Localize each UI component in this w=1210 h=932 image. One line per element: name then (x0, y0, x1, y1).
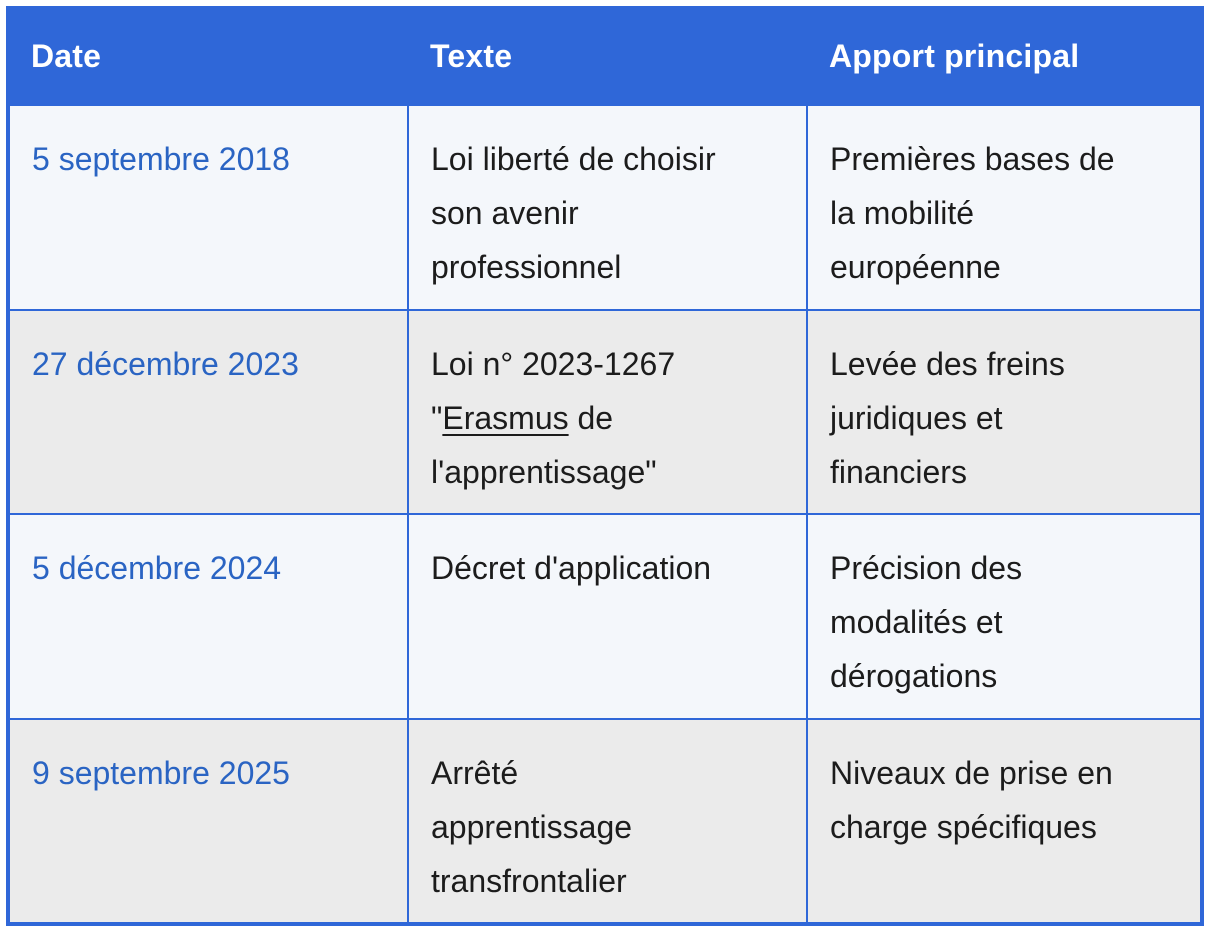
cell-text-line: apprentissage (431, 808, 633, 845)
cell-date: 5 septembre 2018 (9, 105, 408, 310)
cell-text-line: modalités et (830, 604, 1003, 640)
table-row (9, 310, 1201, 515)
cell-text-line: Précision des (830, 550, 1023, 586)
legislation-table (6, 6, 1204, 926)
cell-texte (408, 719, 807, 924)
cell-text-line: européenne (830, 249, 1001, 285)
table-row (9, 105, 1201, 310)
cell-text-line: dérogations (830, 658, 998, 694)
cell-text-line: charge spécifiques (830, 808, 1097, 845)
header-apport-principal: Apport principal (807, 8, 1201, 105)
table-row (9, 514, 1201, 719)
header-date: Date (9, 8, 408, 105)
cell-texte (408, 105, 807, 310)
legislation-table-grid (8, 8, 1202, 924)
cell-text-line: juridiques et (830, 399, 1003, 436)
cell-texte (408, 310, 807, 515)
cell-date: 9 septembre 2025 (9, 719, 408, 924)
cell-text-line: la mobilité (830, 195, 975, 231)
cell-text-line: Premières bases de (830, 141, 1115, 177)
cell-text-line: l'apprentissage" (431, 453, 657, 490)
cell-texte (408, 514, 807, 719)
cell-date: 5 décembre 2024 (9, 514, 408, 719)
cell-text-fragment: de (568, 399, 614, 436)
cell-apport (807, 105, 1201, 310)
cell-text-line: Niveaux de prise en (830, 754, 1113, 791)
table-header (9, 8, 1201, 105)
cell-text-line: Loi n° 2023-1267 (431, 345, 676, 382)
cell-text-line: son avenir (431, 195, 579, 231)
header-texte: Texte (408, 8, 807, 105)
erasmus-link[interactable]: Erasmus (442, 399, 569, 436)
cell-apport (807, 514, 1201, 719)
cell-apport (807, 719, 1201, 924)
cell-text-line: financiers (830, 453, 967, 490)
table-body (9, 105, 1201, 923)
cell-text-line: Levée des freins (830, 345, 1065, 382)
cell-text-line: Loi liberté de choisir (431, 141, 716, 177)
cell-text-line: transfrontalier (431, 862, 627, 899)
cell-text-line: Arrêté (431, 754, 519, 791)
header-row (9, 8, 1201, 105)
cell-text-line: professionnel (431, 249, 622, 285)
cell-text-line: Décret d'application (431, 550, 712, 586)
table-row (9, 719, 1201, 924)
cell-date: 27 décembre 2023 (9, 310, 408, 515)
cell-text-fragment: " (431, 399, 443, 436)
cell-apport (807, 310, 1201, 515)
